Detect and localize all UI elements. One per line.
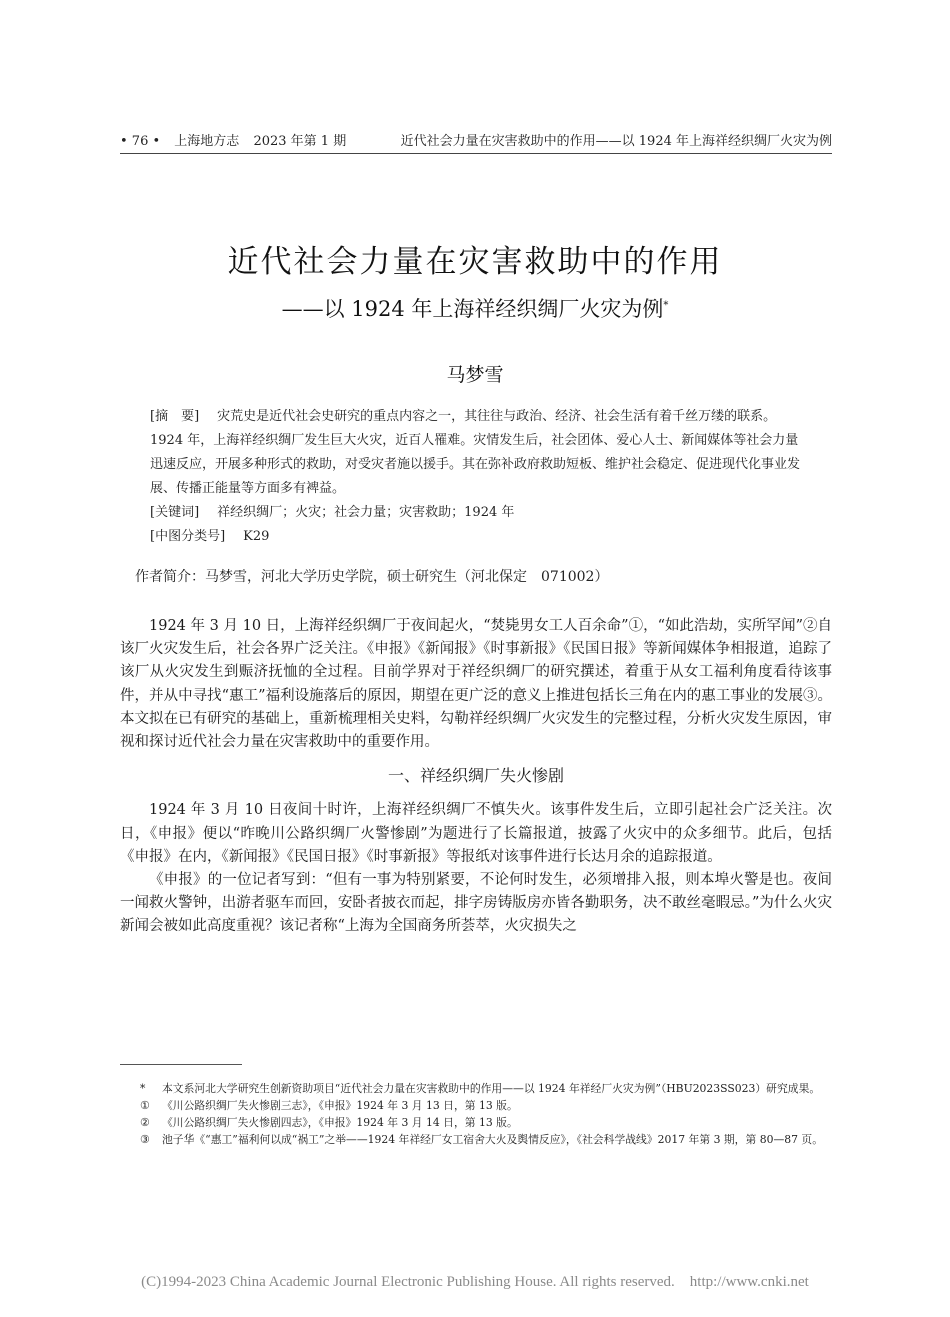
subtitle-text: ——以 1924 年上海祥经织绸厂火灾为例 [281, 297, 664, 321]
journal-issue: 2023 年第 1 期 [253, 134, 347, 149]
body-paragraph-3: 《申报》的一位记者写到：“但有一事为特别紧要，不论何时发生，必须增排入报，则本埠火警是也。夜间一闻救火警钟，出游者驱车而回，安卧者披衣而起，排字房铸版房亦皆各勤职务，决不敢丝毫暇忌。”为什么火灾新闻会被如此高度重视？该记者称“上海为全国商务所荟萃，火灾损失之 [120, 872, 832, 935]
abstract-block [150, 405, 802, 549]
keywords-label: [关键词] [150, 505, 200, 520]
footnote-1 [120, 1097, 832, 1114]
footnote-2 [120, 1114, 832, 1131]
classification-code: K29 [243, 529, 270, 544]
header-left [120, 130, 356, 149]
footnote-divider [120, 1064, 242, 1065]
section-heading-1: 一、祥经织绸厂失火惨剧 [387, 766, 564, 786]
footnote-star-mark: * [140, 1082, 146, 1095]
footnote-3-mark: ③ [140, 1133, 150, 1146]
footnote-star [120, 1080, 832, 1097]
running-title: 近代社会力量在灾害救助中的作用——以 1924 年上海祥经织绸厂火灾为例 [400, 134, 832, 149]
abstract-label: [摘 要] [150, 409, 200, 424]
page-number: • 76 • [120, 134, 161, 149]
article-body [120, 615, 832, 939]
body-paragraph-1: 1924 年 3 月 10 日，上海祥经织绸厂于夜间起火，“焚毙男女工人百余命”①，“如此浩劫，实所罕闻”②自该厂火灾发生后，社会各界广泛关注。《申报》《新闻报》《时事新报》《民国日报》等新闻媒体争相报道，追踪了该厂从火灾发生到赈济抚恤的全过程。目前学界对于祥经织绸厂的研究撰述，着重于从女工福利角度看待该事件，并从中寻找“惠工”福利设施落后的原因，期望在更广泛的意义上推进包括长三角在内的惠工事业的发展③。本文拟在已有研究的基础上，重新梳理相关史料，勾勒祥经织绸厂火灾发生的完整过程，分析火灾发生原因，审视和探讨近代社会力量在灾害救助中的重要作用。 [120, 618, 832, 751]
classification [150, 525, 802, 549]
footnote-star-text: 本文系河北大学研究生创新资助项目“近代社会力量在灾害救助中的作用——以 1924 年祥经厂火灾为例”（HBU2023SS023）研究成果。 [162, 1082, 821, 1095]
footnote-1-text: 《川公路织绸厂失火惨剧三志》，《申报》1924 年 3 月 13 日，第 13 版。 [162, 1099, 518, 1112]
author-intro: 作者简介：马梦雪，河北大学历史学院，硕士研究生（河北保定 071002） [135, 569, 609, 585]
running-header [120, 130, 832, 149]
journal-name: 上海地方志 [174, 134, 240, 149]
article-title: 近代社会力量在灾害救助中的作用 [227, 244, 723, 280]
abstract [150, 405, 802, 501]
classification-label: [中图分类号] [150, 529, 226, 544]
footnote-1-mark: ① [140, 1099, 150, 1112]
keywords-text: 祥经织绸厂；火灾；社会力量；灾害救助；1924 年 [217, 505, 515, 520]
footnote-2-mark: ② [140, 1116, 150, 1129]
keywords [150, 501, 802, 525]
article-author: 马梦雪 [446, 364, 504, 386]
footnote-3 [120, 1131, 832, 1148]
footnote-2-text: 《川公路织绸厂失火惨剧四志》，《申报》1924 年 3 月 14 日，第 13 版。 [162, 1116, 518, 1129]
footnote-3-text: 池子华《“惠工”福利何以成“祸工”之举——1924 年祥经厂女工宿舍大火及舆情反应》，《社会科学战线》2017 年第 3 期，第 80—87 页。 [162, 1133, 824, 1146]
abstract-text: 灾荒史是近代社会史研究的重点内容之一，其往往与政治、经济、社会生活有着千丝万缕的联系。1924 年，上海祥经织绸厂发生巨大火灾，近百人罹难。灾情发生后，社会团体、爱心人士、新闻媒体等社会力量迅速反应，开展多种形式的救助，对受灾者施以援手。其在弥补政府救助短板、维护社会稳定、促进现代化事业发展、传播正能量等方面多有裨益。 [150, 409, 801, 496]
header-divider [120, 153, 832, 154]
body-paragraph-2: 1924 年 3 月 10 日夜间十时许，上海祥经织绸厂不慎失火。该事件发生后，立即引起社会广泛关注。次日，《申报》便以“昨晚川公路织绸厂火警惨剧”为题进行了长篇报道，披露了火灾中的众多细节。此后，包括《申报》在内，《新闻报》《民国日报》《时事新报》等报纸对该事件进行长达月余的追踪报道。 [120, 802, 832, 865]
article-subtitle [0, 293, 950, 323]
subtitle-footnote-mark[interactable]: * [663, 300, 669, 311]
footnotes [120, 1080, 832, 1148]
copyright-notice: (C)1994-2023 China Academic Journal Electronic Publishing House. All rights reserved. http://www.cnki.net [141, 1274, 809, 1290]
